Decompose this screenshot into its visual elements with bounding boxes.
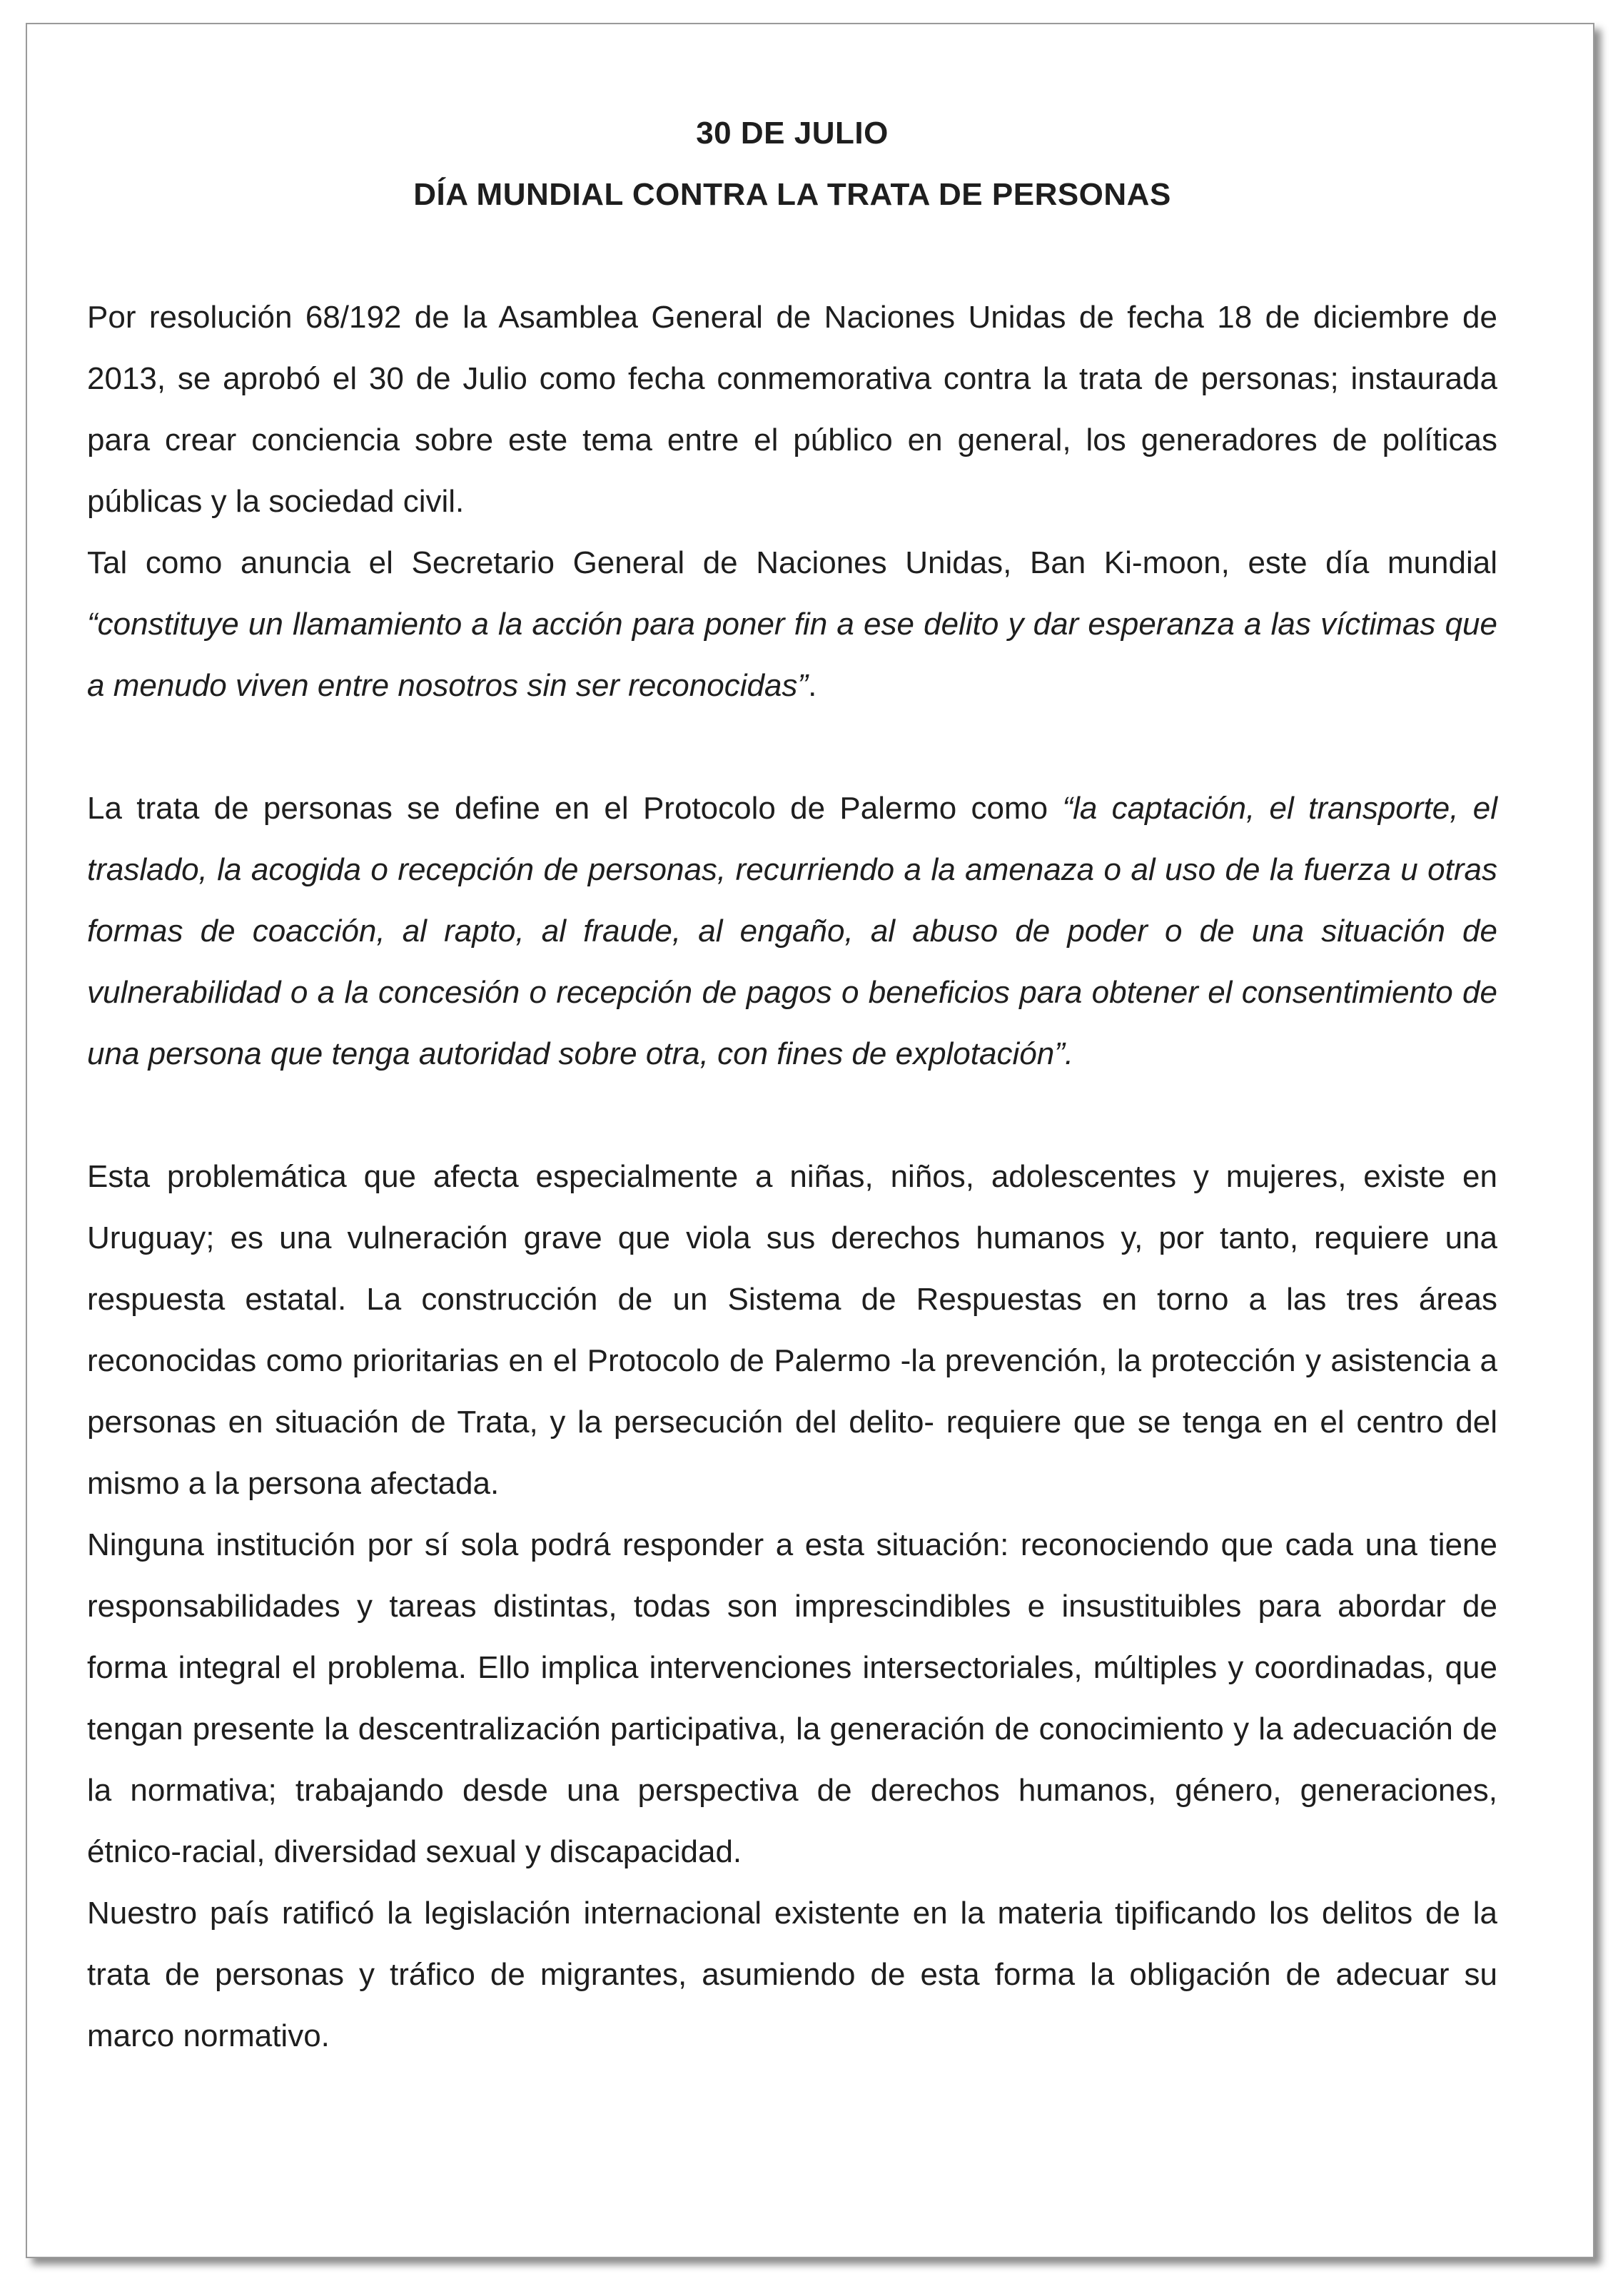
document-content	[87, 103, 1497, 2067]
document-title: DÍA MUNDIAL CONTRA LA TRATA DE PERSONAS	[413, 177, 1171, 212]
paragraph-text: .	[808, 668, 817, 703]
document-page	[26, 23, 1594, 2258]
paragraph-uruguay: Esta problemática que afecta especialmente a niñas, niños, adolescentes y mujeres, existe en Uruguay; es una vulneración grave que viola sus derechos humanos y, por tanto, requiere una respuesta estatal. La construcción de un Sistema de Respuestas en torno a las tres áreas reconocidas como prioritarias en el Protocolo de Palermo -la prevención, la protección y asistencia a personas en situación de Trata, y la persecución del delito- requiere que se tenga en el centro del mismo a la persona afectada.	[87, 1159, 1497, 1501]
paragraph-secretary-general	[87, 532, 1497, 717]
paragraph-text: La trata de personas se define en el Protocolo de Palermo como	[87, 791, 1063, 826]
paragraph-institutions: Ninguna institución por sí sola podrá responder a esta situación: reconociendo que cada una tiene responsabilidades y tareas distintas, todas son imprescindibles e insustituibles para abordar de forma integral el problema. Ello implica intervenciones intersectoriales, múltiples y coordinadas, que tengan presente la descentralización participativa, la generación de conocimiento y la adecuación de la normativa; trabajando desde una perspectiva de derechos humanos, género, generaciones, étnico-racial, diversidad sexual y discapacidad.	[87, 1527, 1497, 1869]
quote-text: “la captación, el transporte, el traslado, la acogida o recepción de personas, recurriendo a la amenaza o al uso de la fuerza u otras formas de coacción, al rapto, al fraude, al engaño, al abuso de poder o de una situación de vulnerabilidad o a la concesión o recepción de pagos o beneficios para obtener el consentimiento de una persona que tenga autoridad sobre otra, con fines de explotación”.	[87, 791, 1497, 1071]
document-header	[87, 103, 1497, 226]
paragraph-definition	[87, 778, 1497, 1085]
paragraph-ratification: Nuestro país ratificó la legislación internacional existente en la materia tipificando los delitos de la trata de personas y tráfico de migrantes, asumiendo de esta forma la obligación de adecuar su marco normativo.	[87, 1896, 1497, 2053]
paragraph-text: Tal como anuncia el Secretario General de Naciones Unidas, Ban Ki-moon, este día mundial	[87, 545, 1497, 580]
paragraph-resolution: Por resolución 68/192 de la Asamblea General de Naciones Unidas de fecha 18 de diciembre de 2013, se aprobó el 30 de Julio como fecha conmemorativa contra la trata de personas; instaurada para crear conciencia sobre este tema entre el público en general, los generadores de políticas públicas y la sociedad civil.	[87, 300, 1497, 519]
quote-text: “constituye un llamamiento a la acción para poner fin a ese delito y dar esperanza a las víctimas que a menudo viven entre nosotros sin ser reconocidas”	[87, 607, 1497, 703]
document-title-date: 30 DE JULIO	[696, 116, 889, 151]
